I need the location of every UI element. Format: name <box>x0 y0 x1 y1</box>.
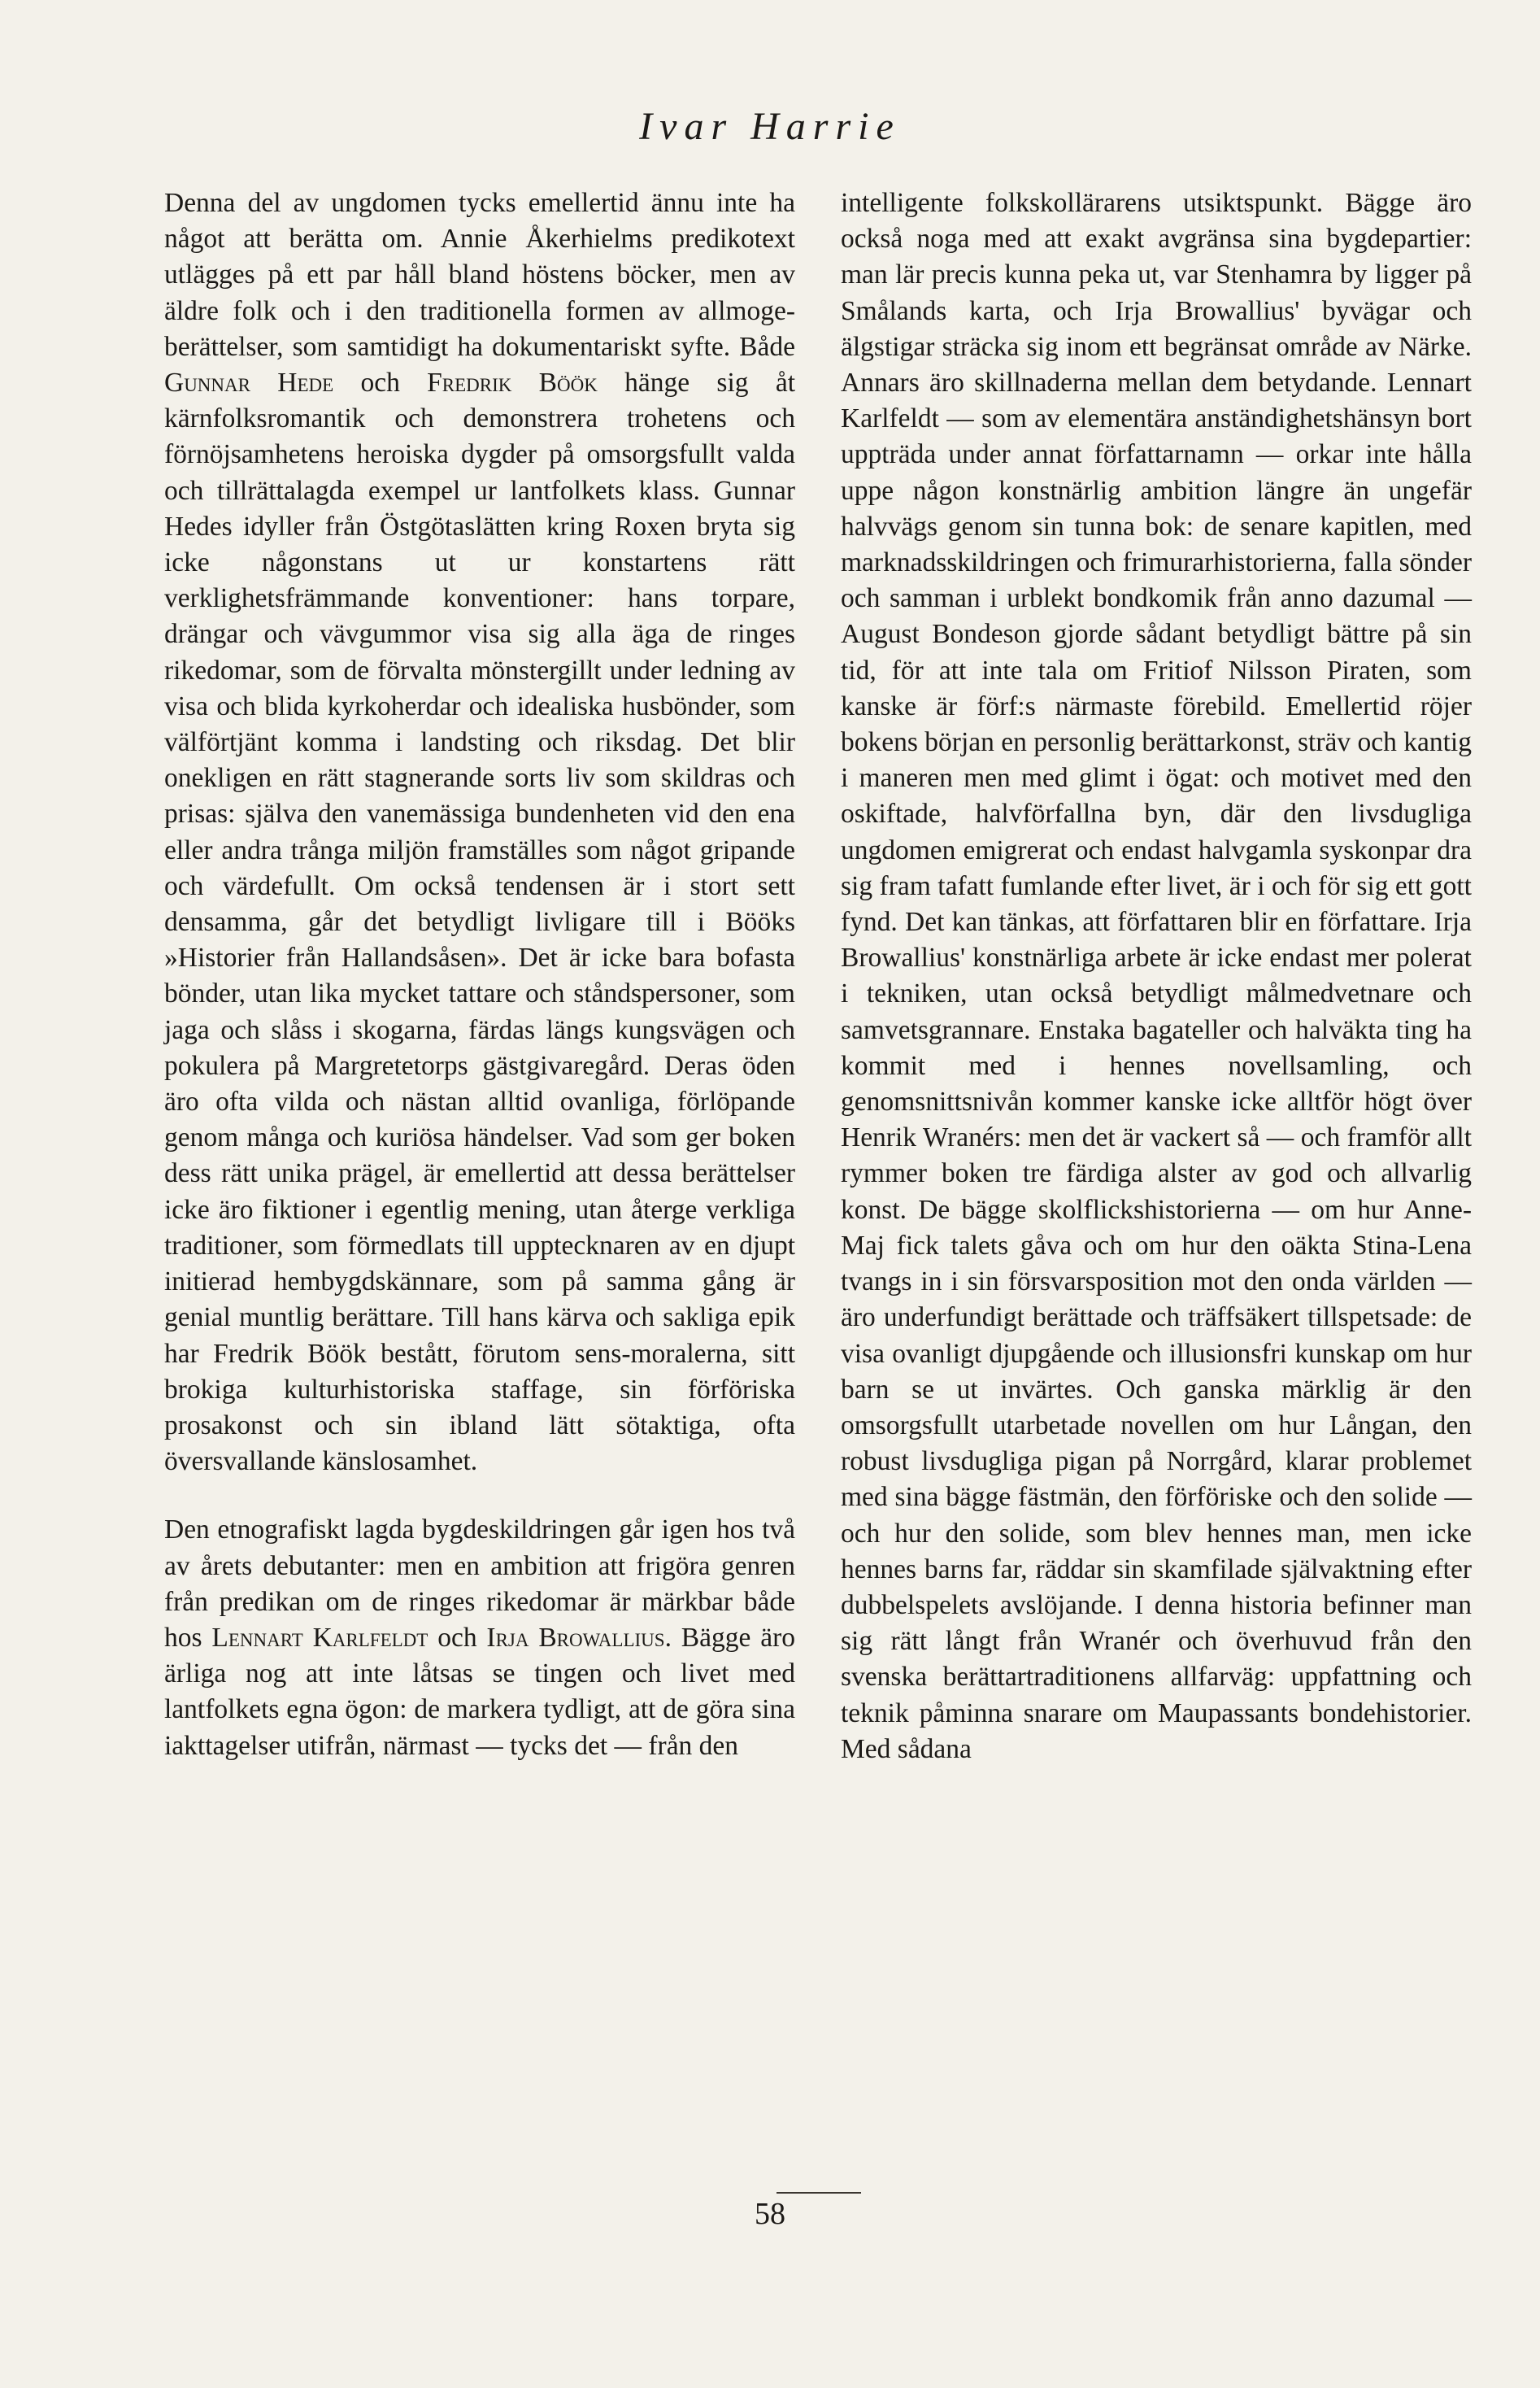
author-name-lennart-karlfeldt: Lennart Karlfeldt <box>211 1622 429 1653</box>
text-run: hänge sig åt kärnfolksromantik och demonstrera trohetens och förnöjsamhetens heroiska dygder på omsorgsfullt valda och tillrättalagda exempel ur lantfolkets klass. Gunnar Hedes idyller från Östgötaslätten kring Roxen bryta sig icke någonstans ut ur konstartens rätt verklighetsfrämmande konventioner: hans torpare, drängar och vävgummor visa sig alla äga de ringes rikedomar, som de förvalta mönstergillt under ledning av visa och blida kyrkoherdar och idealiska husbönder, som välförtjänt komma i landsting och riksdag. Det blir onekligen en rätt stagnerande sorts liv som skildras och prisas: själva den vanemässiga bundenheten vid den ena eller andra trånga miljön framställes som något gripande och värdefullt. Om också tendensen är i stort sett densamma, går det betydligt livligare till i Bööks »Historier från Hallandsåsen». Det är icke bara bofasta bönder, utan lika mycket tattare och ståndspersoner, som jaga och slåss i skogarna, färdas längs kungsvägen och pokulera på Margretetorps gästgivaregård. Deras öden äro ofta vilda och nästan alltid ovanliga, förlöpande genom många och kuriösa händelser. Vad som ger boken dess rätt unika prägel, är emellertid att dessa berättelser icke äro fiktioner i egentlig mening, utan återge verkliga traditioner, som förmedlats till upptecknaren av en djupt initierad hembygdskännare, som på samma gång är genial muntlig berättare. Till hans kärva och sakliga epik har Fredrik Böök bestått, förutom sens-moralerna, sitt brokiga kulturhistoriska staffage, sin förföriska prosakonst och sin ibland lätt sötaktiga, ofta översvallande känslosamhet. <box>164 368 796 1477</box>
text-run: Denna del av ungdomen tycks emellertid ännu inte ha något att berätta om. Annie Åkerhielms predikotext utlägges på ett par håll bland höstens böcker, men av äldre folk och i den traditionella formen av allmoge-berättelser, som samtidigt ha dokumentariskt syfte. Både <box>164 188 795 362</box>
running-head: Ivar Harrie <box>639 105 901 148</box>
paragraph-debutants <box>164 1512 795 1763</box>
right-column <box>841 185 1472 1767</box>
author-name-fredrik-book: Fredrik Böök <box>427 368 598 399</box>
folio-rule <box>777 2192 861 2194</box>
author-name-irja-browallius: Irja Browallius <box>486 1622 665 1653</box>
paragraph-continuation: intelligente folkskollärarens utsiktspunkt. Bägge äro också noga med att exakt avgränsa sina bygdepartier: man lär precis kunna peka ut, var Stenhamra by ligger på Smålands karta, och Irja Browallius' byvägar och älgstigar sträcka sig inom ett begränsat område av Närke. Annars äro skillnaderna mellan dem betydande. Lennart Karlfeldt — som av elementära anständighetshänsyn bort uppträda under annat författarnamn — orkar inte hålla uppe någon konstnärlig ambition längre än ungefär halvvägs genom sin tunna bok: de senare kapitlen, med marknadsskildringen och frimurarhistorierna, falla sönder och samman i urblekt bondkomik från anno dazumal — August Bondeson gjorde sådant betydligt bättre på sin tid, för att inte tala om Fritiof Nilsson Piraten, som kanske är förf:s närmaste förebild. Emellertid röjer bokens början en personlig berättarkonst, sträv och kantig i maneren men med glimt i ögat: och motivet med den oskiftade, halvförfallna byn, där den livsdugliga ungdomen emigrerat och endast halvgamla syskonpar dra sig fram tafatt fumlande efter livet, är i och för sig ett gott fynd. Det kan tänkas, att författaren blir en författare. Irja Browallius' konstnärliga arbete är icke endast mer polerat i tekniken, utan också betydligt målmedvetnare och samvetsgrannare. Enstaka bagateller och halväkta ting ha kommit med i hennes novellsamling, och genomsnittsnivån kommer kanske icke alltför högt över Henrik Wranérs: men det är vackert så — och framför allt rymmer boken tre färdiga alster av god och allvarlig konst. De bägge skolflickshistorierna — om hur Anne-Maj fick talets gåva och om hur den oäkta Stina-Lena tvangs in i sin försvarsposition mot den onda världen — äro underfundigt berättade och träffsäkert tillspetsade: de visa ovanligt djupgående och illusionsfri kunskap om hur barn se ut invärtes. Och ganska märklig är den omsorgsfullt utarbetade novellen om hur Långan, den robust livsdugliga pigan på Norrgård, klarar problemet med sina bägge fästmän, den förföriske och den solide — och hur den solide, som blev hennes man, men icke hennes barns far, räddar sin skamfilade självaktning efter dubbelspelets avslöjande. I denna historia befinner man sig rätt långt från Wranér och överhuvud från den svenska berättartraditionens allfarväg: uppfattning och teknik påminna snarare om Maupassants bondehistorier. Med sådana <box>841 188 1472 1764</box>
text-run: och <box>428 1622 487 1653</box>
author-name-gunnar-hede: Gunnar Hede <box>164 368 334 399</box>
left-column <box>164 185 795 1764</box>
text-run: Den etnografiskt lagda bygdeskildringen går igen hos två av årets debutanter: men en ambition att frigöra genren från predikan om de ringes rikedomar är märkbar både hos <box>164 1514 795 1653</box>
page-number: 58 <box>755 2197 785 2231</box>
paragraph-book-reviews-traditional <box>164 185 795 1479</box>
text-run: och <box>333 368 428 399</box>
text-run: . Bägge äro ärliga nog att inte låtsas se tingen och livet med lantfolkets egna ögon: de markera tydligt, att de göra sina iakttagelser utifrån, närmast — tycks det — från den <box>164 1622 795 1761</box>
